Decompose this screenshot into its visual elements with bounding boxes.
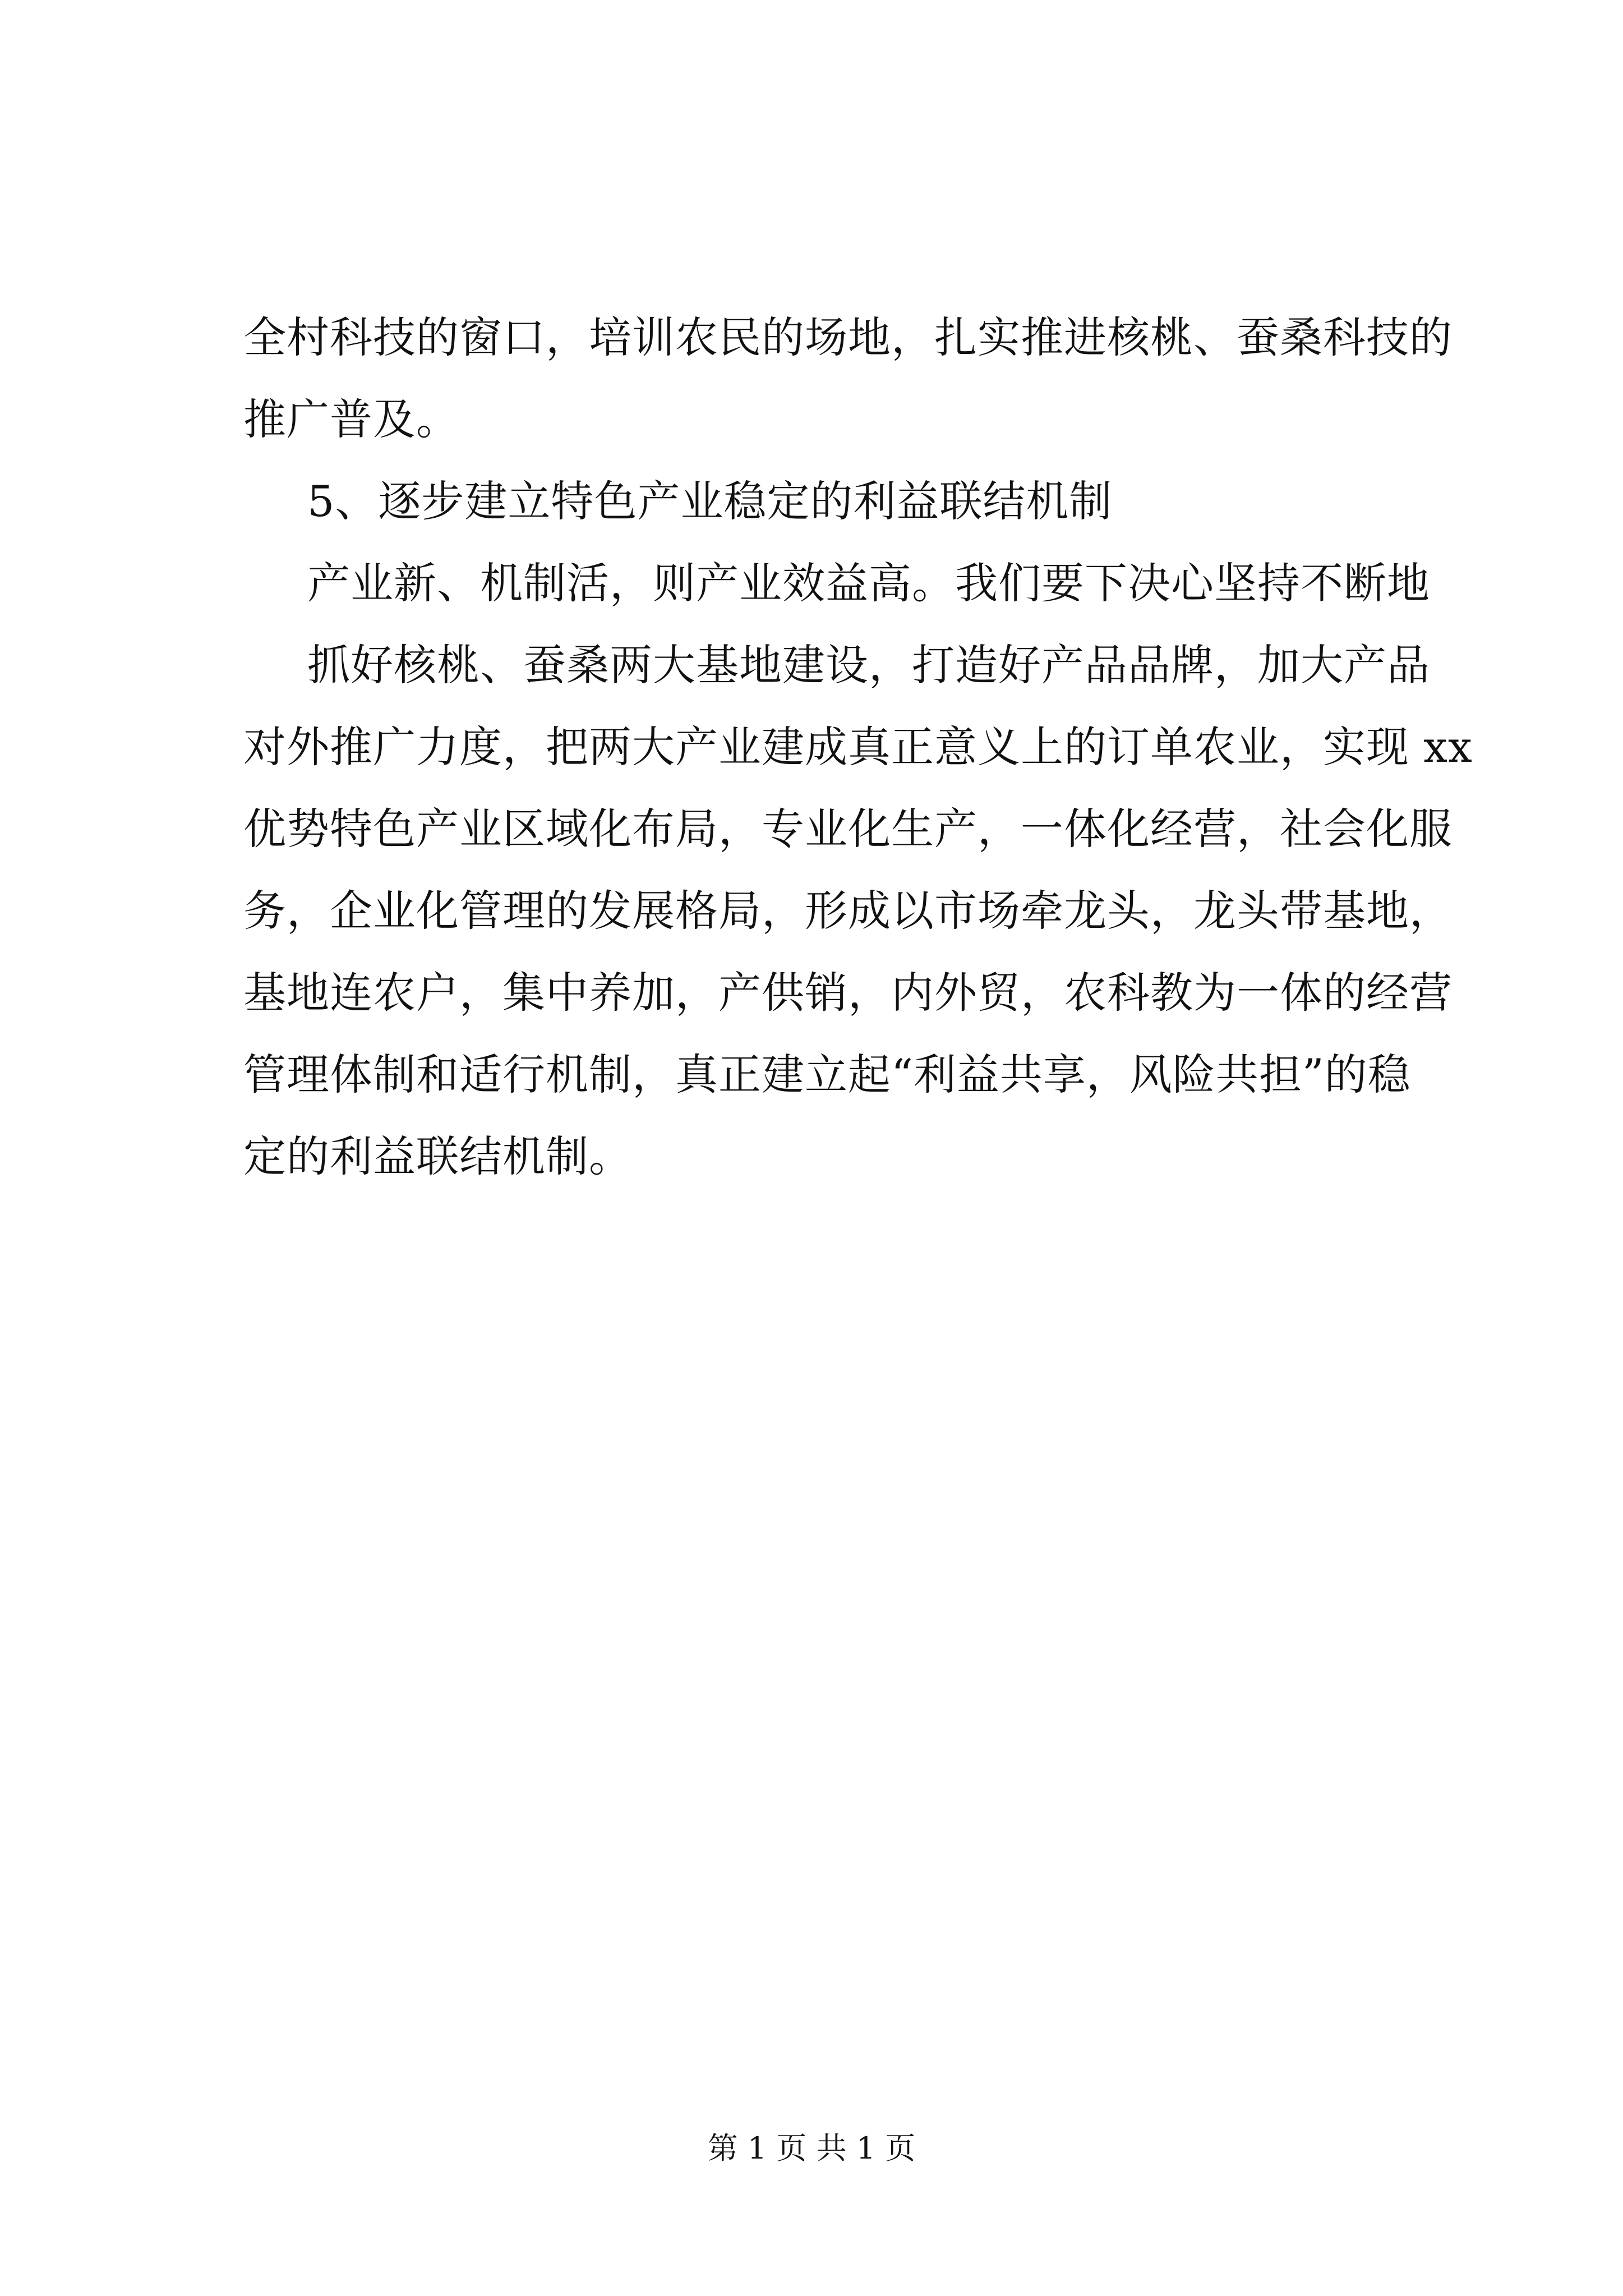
text-line: 基地连农户，集中养加，产供销，内外贸，农科教为一体的经营 (243, 968, 1453, 1018)
text-line: 管理体制和适行机制，真正建立起“利益共享，风险共担”的稳 (243, 1050, 1411, 1099)
text-line: 优势特色产业区域化布局，专业化生产，一体化经营，社会化服 (243, 804, 1453, 854)
text-line: 产业新、机制活，则产业效益高。我们要下决心坚持不断地 (307, 558, 1430, 608)
text-line: 全村科技的窗口，培训农民的场地，扎实推进核桃、蚕桑科技的 (243, 312, 1453, 362)
section-heading: 5、逐步建立特色产业稳定的利益联结机制 (307, 476, 1113, 526)
text-line: 抓好核桃、蚕桑两大基地建设，打造好产品品牌，加大产品 (307, 640, 1430, 690)
text-line: 务，企业化管理的发展格局，形成以市场牵龙头，龙头带基地， (243, 886, 1453, 936)
text-line: 推广普及。 (243, 394, 459, 444)
text-line: 对外推广力度，把两大产业建成真正意义上的订单农业，实现 xx (243, 722, 1473, 772)
page-footer: 第 1 页 共 1 页 (707, 2131, 916, 2166)
text-line: 定的利益联结机制。 (243, 1131, 632, 1181)
